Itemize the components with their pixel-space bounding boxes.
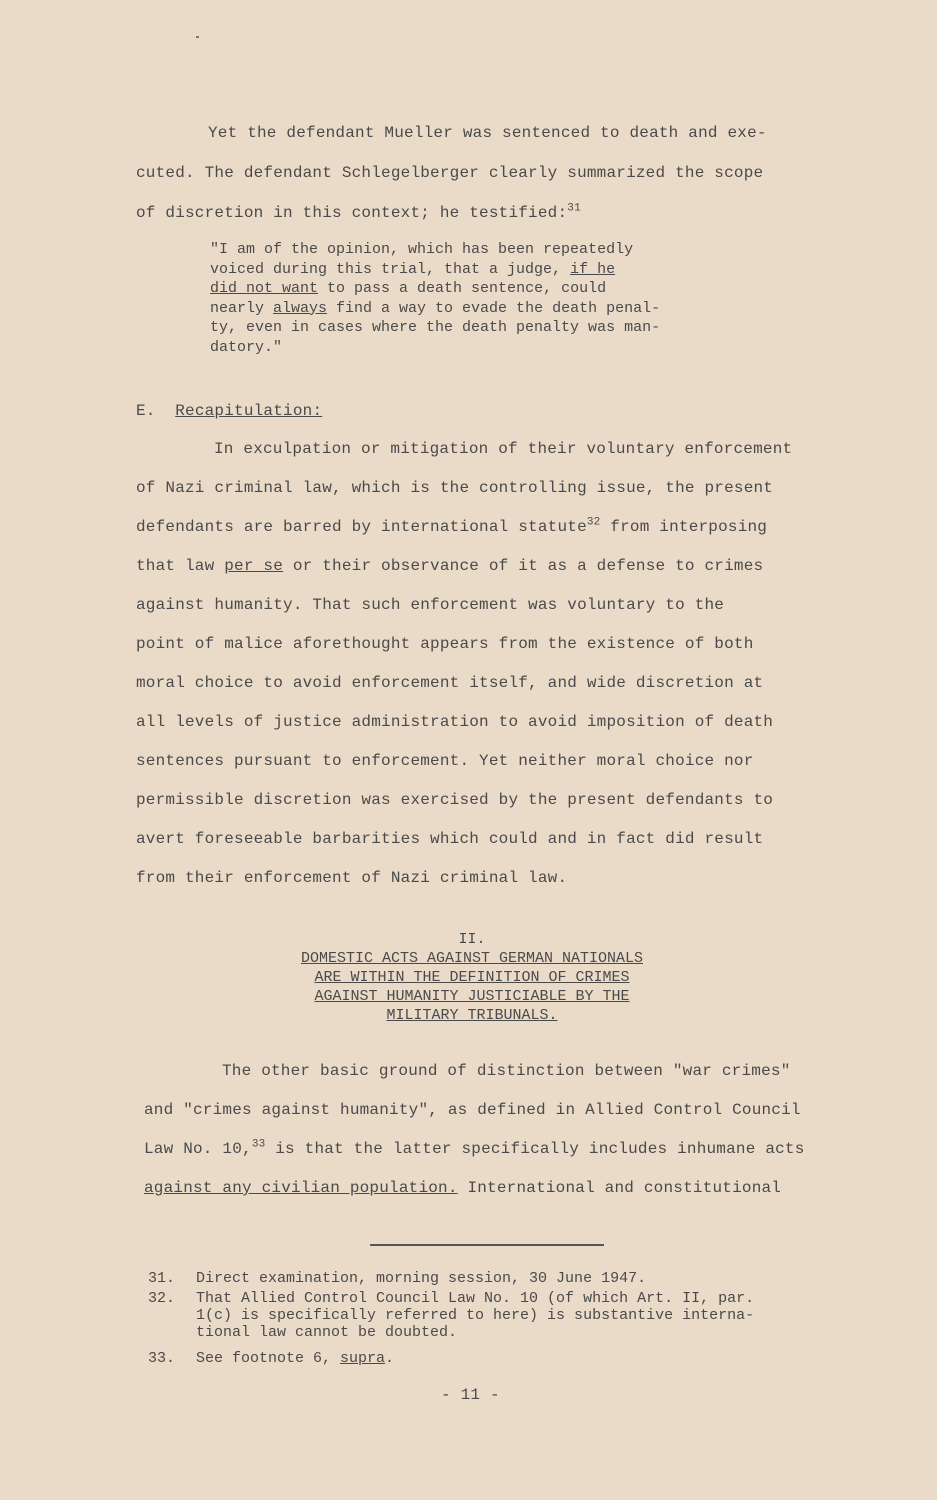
para2-line9: sentences pursuant to enforcement. Yet neither moral choice nor [136,752,754,770]
para3-line2: and "crimes against humanity", as defined in Allied Control Council [144,1101,801,1119]
footnote-ref-32: 32 [586,516,601,529]
block-quote [210,240,660,357]
section-ii-heading [286,930,658,1025]
para1-line1: Yet the defendant Mueller was sentenced to death and exe- [208,124,767,142]
para2-line4: that law per se or their observance of it as a defense to crimes [136,557,764,575]
page-number: - 11 - [441,1386,500,1404]
quote-line2: voiced during this trial, that a judge, if he [210,260,616,278]
footnote-ref-31: 31 [567,202,581,215]
para2-line8: all levels of justice administration to avoid imposition of death [136,713,774,731]
para2-line1: In exculpation or mitigation of their voluntary enforcement [214,440,793,458]
section-ii-line1: DOMESTIC ACTS AGAINST GERMAN NATIONALS [300,950,644,967]
section-ii-numeral: II. [458,931,486,948]
para2-line3: defendants are barred by international statute$^{32}$ from interposing [136,516,768,536]
quote-line3: did not want to pass a death sentence, could [210,280,607,297]
para3-line4: against any civilian population. International and constitutional [144,1179,782,1197]
para1-line2: cuted. The defendant Schlegelberger clearly summarized the scope [136,164,764,182]
para2-line2: of Nazi criminal law, which is the controlling issue, the present [136,479,774,497]
quote-line4: nearly always find a way to evade the death penal- [210,299,661,317]
para1-line3: of discretion in this context; he testified:$^{31}$ [136,202,581,222]
para2-line5: against humanity. That such enforcement was voluntary to the [136,596,725,614]
para3-line3: Law No. 10,33 is that the latter specifically includes inhumane acts [144,1138,805,1158]
footnote-number: 32. [148,1290,176,1307]
footnote-32: 32. That Allied Control Council Law No. 10 (of which Art. II, par. 1(c) is specifically referred to here) is substantive interna- tional law cannot be doubted. [148,1290,755,1341]
para3-line1: The other basic ground of distinction between "war crimes" [222,1062,791,1080]
footnote-number: 31. [148,1270,176,1287]
section-ii-line3: AGAINST HUMANITY JUSTICIABLE BY THE [314,988,630,1005]
footnote-divider [370,1244,604,1246]
footnote-33: 33. See footnote 6, supra. [148,1350,395,1367]
quote-line5: ty, even in cases where the death penalty was man- [210,319,661,336]
section-e-title: Recapitulation: [175,402,323,420]
para2-line11: avert foreseeable barbarities which could and in fact did result [136,830,764,848]
section-e-label: E. [136,402,156,420]
stray-mark [196,36,199,38]
section-e-heading [136,402,322,421]
para2-line12: from their enforcement of Nazi criminal law. [136,869,568,887]
section-ii-line2: ARE WITHIN THE DEFINITION OF CRIMES [314,969,630,986]
quote-line6: datory." [210,338,283,356]
para2-line10: permissible discretion was exercised by the present defendants to [136,791,774,809]
section-ii-line4: MILITARY TRIBUNALS. [386,1007,558,1024]
para2-line7: moral choice to avoid enforcement itself, and wide discretion at [136,674,764,692]
footnote-ref-33: 33 [251,1138,266,1151]
quote-line1: "I am of the opinion, which has been repeatedly [210,241,634,258]
footnote-31: 31. Direct examination, morning session, 30 June 1947. [148,1270,647,1287]
footnote-number: 33. [148,1350,176,1367]
para2-line6: point of malice aforethought appears from the existence of both [136,635,754,653]
